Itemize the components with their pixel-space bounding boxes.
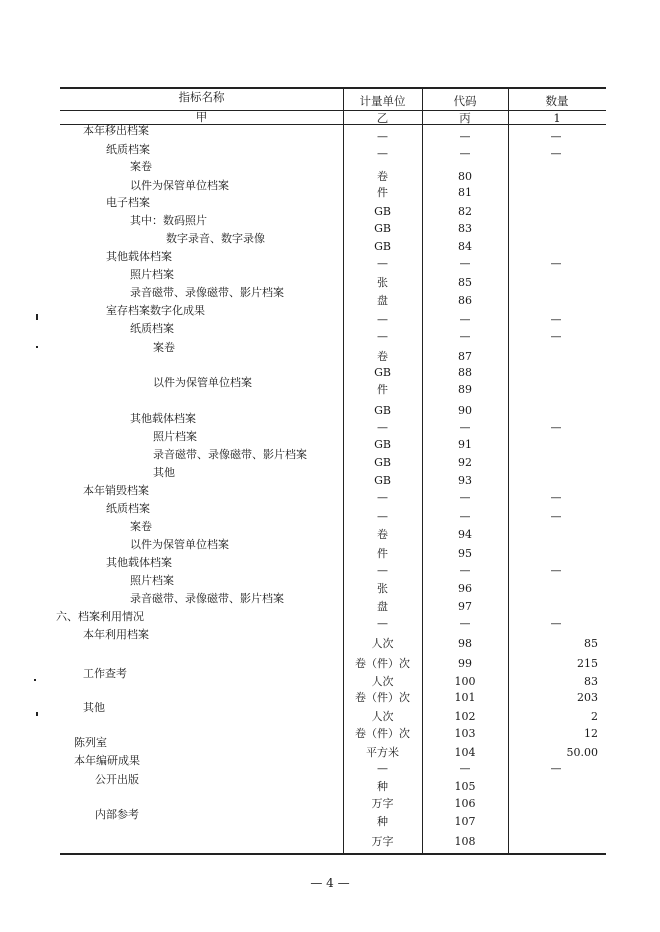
row-unit: GB [374,438,391,451]
row-unit: 种 [377,780,388,793]
row-unit: 万字 [371,797,394,810]
scan-mark [36,712,38,716]
row-code: 100 [454,675,476,688]
row-unit: 种 [377,815,388,828]
header-qty: 数量 [545,94,569,108]
row-unit: 人次 [371,675,394,688]
row-unit: 盘 [377,294,388,307]
scan-mark [36,314,38,320]
row-unit: 卷 [377,528,388,541]
row-qty: 203 [577,691,598,704]
row-qty: — [550,257,562,270]
row-unit: 件 [377,547,388,560]
row-qty: — [550,491,562,504]
row-qty: — [550,510,562,523]
row-qty: — [550,762,562,775]
row-indicator-name: 案卷 [130,160,152,173]
row-code: — [459,330,471,343]
row-qty: 12 [584,727,598,740]
row-indicator-name: 本年编研成果 [74,754,140,767]
row-code: — [459,257,471,270]
row-code: 87 [458,350,472,363]
row-code: 81 [458,186,472,199]
row-code: 91 [458,438,472,451]
row-indicator-name: 陈列室 [74,736,107,749]
header-code: 代码 [453,94,477,108]
row-unit: 盘 [377,600,388,613]
subheader-unit: 乙 [376,111,389,125]
row-indicator-name: 内部参考 [95,808,139,821]
row-indicator-name: 其他 [153,466,175,479]
row-unit: GB [374,222,391,235]
subheader-code: 丙 [459,111,471,125]
row-indicator-name: 室存档案数字化成果 [106,304,205,317]
row-indicator-name: 录音磁带、录像磁带、影片档案 [153,448,307,461]
row-indicator-name: 案卷 [153,341,175,354]
row-unit: 万字 [371,835,394,848]
row-code: 80 [458,170,472,183]
row-indicator-name: 六、档案利用情况 [56,610,144,623]
row-unit: — [377,421,388,434]
row-unit: — [377,564,388,577]
row-code: — [459,147,471,160]
row-indicator-name: 纸质档案 [106,143,150,156]
row-code: 102 [454,710,476,723]
row-code: 97 [458,600,472,613]
header-name: 指标名称 [178,90,225,104]
row-indicator-name: 其他载体档案 [130,412,196,425]
row-indicator-name: 案卷 [130,520,152,533]
row-code: 106 [454,797,476,810]
row-unit: GB [374,366,391,379]
row-unit: 卷（件）次 [355,691,410,704]
row-unit: GB [374,404,391,417]
row-code: 86 [458,294,472,307]
row-qty: 85 [584,637,598,650]
row-indicator-name: 本年利用档案 [83,628,149,641]
scan-mark [34,679,36,681]
row-unit: 卷（件）次 [355,727,410,740]
row-qty: — [550,147,562,160]
row-indicator-name: 纸质档案 [106,502,150,515]
row-unit: 人次 [371,710,394,723]
row-code: 84 [458,240,472,253]
row-code: 85 [458,276,472,289]
row-code: 83 [458,222,472,235]
row-qty: — [550,130,562,143]
row-code: 93 [458,474,472,487]
row-code: 101 [454,691,476,704]
page-number: — 4 — [310,876,350,890]
row-indicator-name: 其他 [83,701,105,714]
row-code: — [459,762,471,775]
row-unit: GB [374,205,391,218]
row-qty: — [550,564,562,577]
row-unit: 张 [377,582,388,595]
row-unit: — [377,147,388,160]
row-code: 98 [458,637,472,650]
row-indicator-name: 其他载体档案 [106,250,172,263]
row-indicator-name: 其他载体档案 [106,556,172,569]
row-qty: 83 [584,675,598,688]
row-unit: GB [374,240,391,253]
row-unit: — [377,617,388,630]
row-code: — [459,130,471,143]
row-code: 105 [454,780,476,793]
row-unit: GB [374,456,391,469]
row-unit: — [377,330,388,343]
row-code: 99 [458,657,472,670]
row-indicator-name: 以件为保管单位档案 [130,179,229,192]
subheader-qty: 1 [553,111,561,125]
row-qty: 50.00 [566,746,598,759]
row-indicator-name: 工作查考 [83,667,127,680]
row-code: — [459,617,471,630]
table-top-rule [60,87,606,89]
row-indicator-name: 本年销毁档案 [83,484,149,497]
row-unit: 卷 [377,170,388,183]
row-code: — [459,313,471,326]
row-unit: — [377,313,388,326]
row-indicator-name: 公开出版 [95,773,139,786]
row-qty: — [550,421,562,434]
row-indicator-name: 照片档案 [153,430,197,443]
row-qty: — [550,313,562,326]
row-unit: — [377,130,388,143]
row-indicator-name: 照片档案 [130,574,174,587]
row-code: 95 [458,547,472,560]
row-unit: 平方米 [366,746,399,759]
row-indicator-name: 本年移出档案 [83,124,149,137]
row-qty: 215 [577,657,598,670]
row-unit: 件 [377,383,388,396]
row-code: 107 [454,815,476,828]
row-unit: — [377,491,388,504]
row-unit: — [377,762,388,775]
row-unit: 卷 [377,350,388,363]
row-code: 88 [458,366,472,379]
row-code: — [459,564,471,577]
row-unit: 人次 [371,637,394,650]
row-indicator-name: 照片档案 [130,268,174,281]
row-code: 104 [454,746,476,759]
row-indicator-name: 电子档案 [106,196,150,209]
row-qty: 2 [591,710,598,723]
row-unit: 卷（件）次 [355,657,410,670]
row-code: 96 [458,582,472,595]
row-code: — [459,491,471,504]
table-bottom-rule [60,853,606,855]
scan-mark [36,346,38,348]
row-qty: — [550,617,562,630]
subheader-name: 甲 [195,110,208,124]
row-indicator-name: 其中：数码照片 [130,214,207,227]
row-code: 92 [458,456,472,469]
row-code: — [459,510,471,523]
row-indicator-name: 录音磁带、录像磁带、影片档案 [130,286,284,299]
row-code: — [459,421,471,434]
row-unit: — [377,257,388,270]
row-code: 90 [458,404,472,417]
row-indicator-name: 数字录音、数字录像 [166,232,265,245]
row-indicator-name: 以件为保管单位档案 [130,538,229,551]
row-unit: — [377,510,388,523]
row-unit: 件 [377,186,388,199]
header-unit: 计量单位 [359,94,406,108]
row-qty: — [550,330,562,343]
row-indicator-name: 以件为保管单位档案 [153,376,252,389]
row-code: 89 [458,383,472,396]
row-code: 108 [454,835,476,848]
row-indicator-name: 录音磁带、录像磁带、影片档案 [130,592,284,605]
row-code: 94 [458,528,472,541]
row-unit: GB [374,474,391,487]
row-code: 103 [454,727,476,740]
row-code: 82 [458,205,472,218]
row-unit: 张 [377,276,388,289]
row-indicator-name: 纸质档案 [130,322,174,335]
